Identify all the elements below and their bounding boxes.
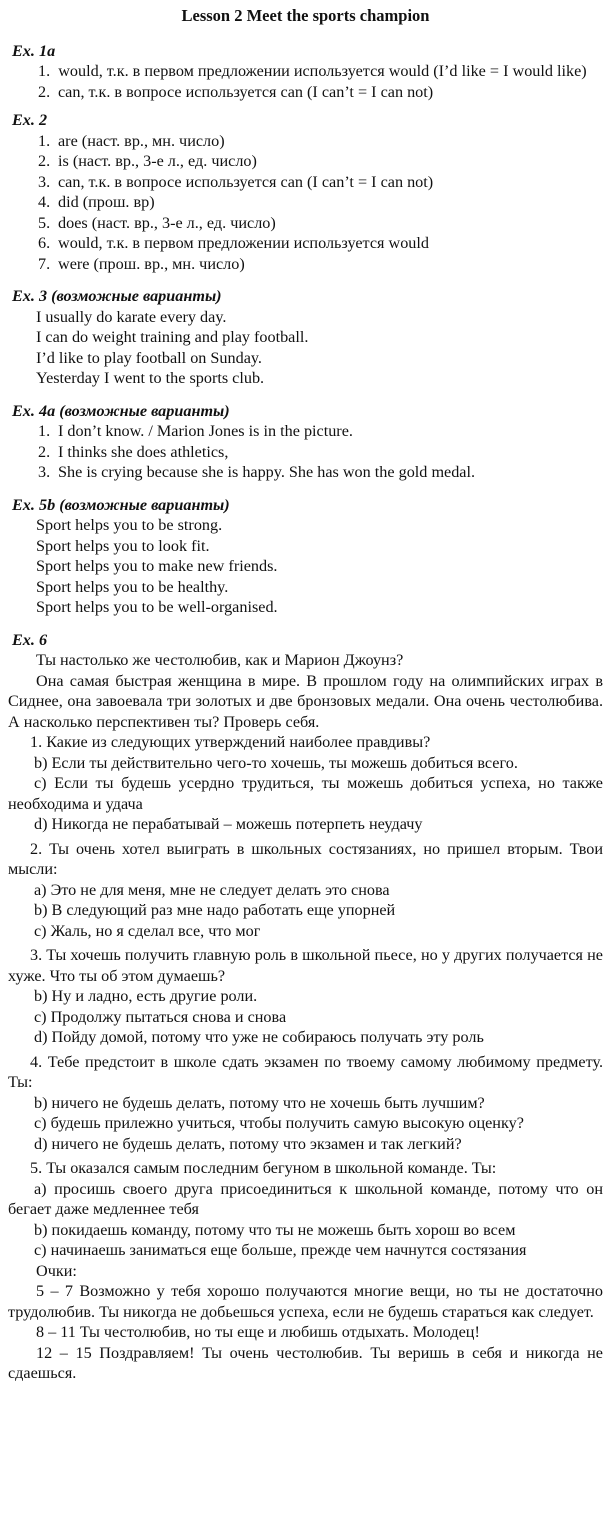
ex6-question-3: 3. Ты хочешь получить главную роль в школьной пьесе, но у других получается не хуже. Что ты об этом думаешь?: [8, 946, 603, 985]
exercise-1a: [8, 41, 603, 103]
ex4a-item-2: 2. I thinks she does athletics,: [38, 442, 229, 461]
ex6-question-4: 4. Тебе предстоит в школе сдать экзамен по твоему самому любимому предмету. Ты:: [8, 1052, 603, 1091]
ex3-line-1: I usually do karate every day.: [36, 307, 227, 326]
exercise-6: [8, 630, 603, 1384]
ex6-q4-option-b: b) ничего не будешь делать, потому что не хочешь быть лучшим?: [34, 1093, 485, 1112]
ex2-item-4: 4. did (прош. вр): [38, 193, 155, 211]
ex6-intro-question: Ты настолько же честолюбив, как и Марион Джоунз?: [36, 651, 404, 669]
ex5b-line-1: Sport helps you to be strong.: [36, 516, 223, 534]
ex6-q3-option-c: c) Продолжу пытаться снова и снова: [34, 1007, 287, 1026]
ex1a-item-2: 2. can, т.к. в вопросе используется can (I can’t = I can not): [38, 82, 434, 101]
ex6-q1-option-b: b) Если ты действительно чего-то хочешь, ты можешь добиться всего.: [34, 753, 518, 772]
exercise-3: [8, 286, 603, 389]
ex5b-line-4: Sport helps you to be healthy.: [36, 577, 229, 596]
ex6-q5-option-a: a) просишь своего друга присоединиться к школьной команде, потому что он бегает даже медленнее тебя: [8, 1179, 603, 1218]
ex2-item-5: 5. does (наст. вр., 3-е л., ед. число): [38, 213, 276, 232]
ex6-score-8-11: 8 – 11 Ты честолюбив, но ты еще и любишь отдыхать. Молодец!: [36, 1323, 480, 1341]
ex6-q5-option-b: b) покидаешь команду, потому что ты не можешь быть хорош во всем: [34, 1220, 516, 1239]
exercise-5b: [8, 495, 603, 618]
ex6-points-label: Очки:: [36, 1261, 77, 1280]
ex3-line-2: I can do weight training and play football.: [36, 328, 309, 346]
ex6-question-5: 5. Ты оказался самым последним бегуном в школьной команде. Ты:: [30, 1159, 497, 1177]
exercise-4a-heading: Ex. 4a (возможные варианты): [12, 401, 230, 420]
ex6-q3-option-d: d) Пойду домой, потому что уже не собираюсь получать эту роль: [34, 1028, 484, 1046]
exercise-4a: [8, 401, 603, 483]
exercise-5b-heading: Ex. 5b (возможные варианты): [12, 495, 230, 514]
exercise-3-heading: Ex. 3 (возможные варианты): [12, 287, 222, 305]
ex2-item-2: 2. is (наст. вр., 3-е л., ед. число): [38, 152, 257, 170]
ex6-q5-option-c: c) начинаешь заниматься еще больше, прежде чем начнутся состязания: [34, 1241, 527, 1259]
exercise-1a-heading: Ex. 1a: [12, 41, 56, 60]
ex2-item-1: 1. are (наст. вр., мн. число): [38, 131, 225, 150]
ex4a-item-1: 1. I don’t know. / Marion Jones is in the picture.: [38, 422, 353, 440]
ex5b-line-2: Sport helps you to look fit.: [36, 536, 210, 555]
ex6-q4-option-c: c) будешь прилежно учиться, чтобы получить самую высокую оценку?: [34, 1114, 524, 1132]
ex6-q4-option-d: d) ничего не будешь делать, потому что экзамен и так легкий?: [34, 1134, 462, 1153]
exercise-2-heading: Ex. 2: [12, 111, 48, 129]
ex6-question-2: 2. Ты очень хотел выиграть в школьных состязаниях, но пришел вторым. Твои мысли:: [8, 839, 603, 878]
ex6-q3-option-b: b) Ну и ладно, есть другие роли.: [34, 987, 258, 1005]
ex6-q2-option-a: a) Это не для меня, мне не следует делать это снова: [34, 880, 390, 899]
ex6-q2-option-c: c) Жаль, но я сделал все, что мог: [34, 921, 261, 940]
ex6-score-5-7: 5 – 7 Возможно у тебя хорошо получаются многие вещи, но ты не достаточно трудолюбив. Ты никогда не добьешься успеха, если не будешь стараться как следует.: [8, 1282, 603, 1321]
ex6-score-12-15: 12 – 15 Поздравляем! Ты очень честолюбив. Ты веришь в себя и никогда не сдаешься.: [8, 1343, 603, 1382]
exercise-2: [8, 110, 603, 274]
ex2-item-3: 3. can, т.к. в вопросе используется can (I can’t = I can not): [38, 172, 434, 191]
page-title: Lesson 2 Meet the sports champion: [181, 6, 430, 25]
ex3-line-3: I’d like to play football on Sunday.: [36, 348, 262, 367]
ex5b-line-3: Sport helps you to make new friends.: [36, 557, 278, 575]
ex6-intro-text: Она самая быстрая женщина в мире. В прошлом году на олимпийских играх в Сиднее, она завоевала три золотых и две бронзовых медали. Она очень честолюбива. А насколько перспективен ты? Проверь себя.: [8, 671, 603, 731]
ex1a-item-1: 1. would, т.к. в первом предложении используется would (I’d like = I would like): [38, 62, 587, 80]
ex5b-line-5: Sport helps you to be well-organised.: [36, 598, 278, 616]
ex4a-item-3: 3. She is crying because she is happy. She has won the gold medal.: [38, 463, 476, 481]
ex6-q1-option-d: d) Никогда не перабатывай – можешь потерпеть неудачу: [34, 815, 423, 833]
ex2-item-7: 7. were (прош. вр., мн. число): [38, 254, 245, 273]
ex3-line-4: Yesterday I went to the sports club.: [36, 369, 265, 387]
ex2-item-6: 6. would, т.к. в первом предложении используется would: [38, 234, 429, 252]
ex6-q2-option-b: b) В следующий раз мне надо работать еще упорней: [34, 901, 396, 919]
exercise-6-heading: Ex. 6: [12, 630, 48, 649]
ex6-question-1: 1. Какие из следующих утверждений наиболее правдивы?: [30, 733, 431, 751]
ex6-q1-option-c: c) Если ты будешь усердно трудиться, ты можешь добиться успеха, но также необходима и удача: [8, 774, 603, 813]
